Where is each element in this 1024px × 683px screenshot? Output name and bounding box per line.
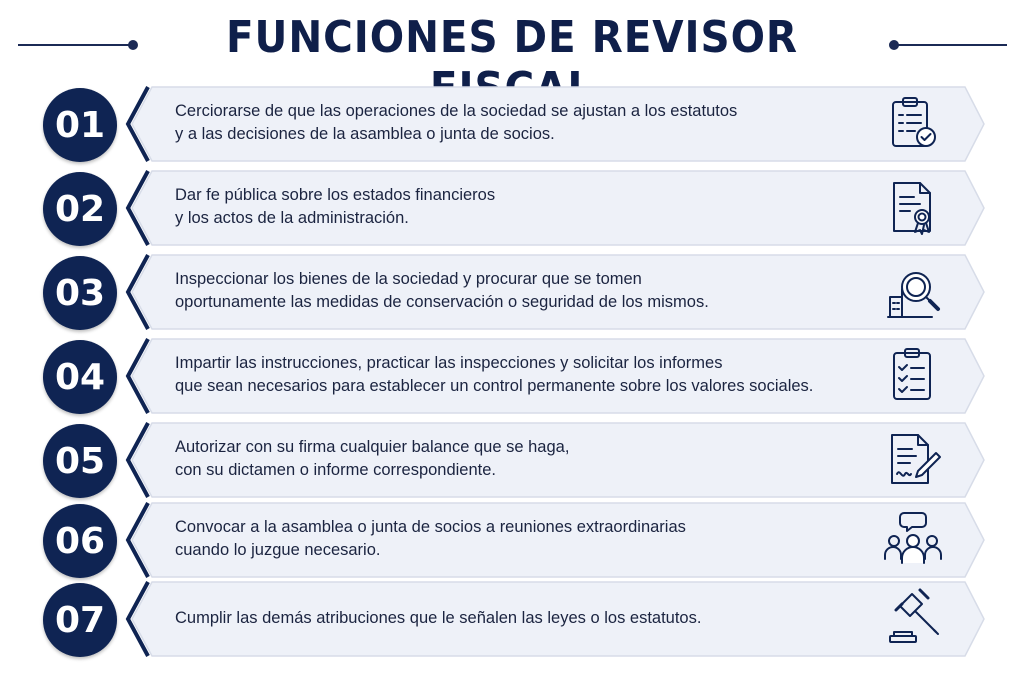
list-item [0,580,1024,656]
item-text [175,169,865,245]
item-text [175,580,865,656]
title-rule-left [18,44,130,46]
item-text-line: y a las decisiones de la asamblea o junta de socios. [175,125,555,143]
item-text [175,501,865,577]
number-badge: 01 [43,88,117,162]
number-badge: 06 [43,504,117,578]
page-title: FUNCIONES DE REVISOR [225,12,799,63]
item-text-line: Inspeccionar los bienes de la sociedad y procurar que se tomen [175,270,642,288]
document-signature-icon [880,427,946,493]
list-item [0,169,1024,245]
header [0,0,1024,80]
item-text [175,253,865,329]
number-badge: 07 [43,583,117,657]
number-badge: 05 [43,424,117,498]
item-text-line: y los actos de la administración. [175,209,409,227]
list-item [0,253,1024,329]
item-text [175,421,865,497]
number-badge: 04 [43,340,117,414]
certificate-icon [880,175,946,241]
item-text-line: Cumplir las demás atribuciones que le señalen las leyes o los estatutos. [175,608,702,627]
clipboard-check-icon [880,91,946,157]
item-text-line: Impartir las instrucciones, practicar las inspecciones y solicitar los informes [175,354,723,372]
meeting-group-icon [880,507,946,573]
gavel-icon [880,586,946,652]
magnifier-building-icon [880,259,946,325]
checklist-icon [880,343,946,409]
item-text-line: Convocar a la asamblea o junta de socios a reuniones extraordinarias [175,518,686,536]
list-item [0,85,1024,161]
list-item [0,421,1024,497]
item-text [175,85,865,161]
number-badge: 02 [43,172,117,246]
title-dot-left [128,40,138,50]
item-text-line: con su dictamen o informe correspondiente. [175,461,497,479]
item-text-line: Dar fe pública sobre los estados financieros [175,186,496,204]
item-text-line: Cerciorarse de que las operaciones de la sociedad se ajustan a los estatutos [175,102,738,120]
item-text [175,337,865,413]
item-text-line: Autorizar con su firma cualquier balance que se haga, [175,438,570,456]
item-text-line: que sean necesarios para establecer un control permanente sobre los valores sociales. [175,377,814,395]
item-text-line: cuando lo juzgue necesario. [175,541,381,559]
title-rule-right [897,44,1007,46]
list-item [0,501,1024,577]
number-badge: 03 [43,256,117,330]
item-text-line: oportunamente las medidas de conservación o seguridad de los mismos. [175,293,709,311]
list-item [0,337,1024,413]
